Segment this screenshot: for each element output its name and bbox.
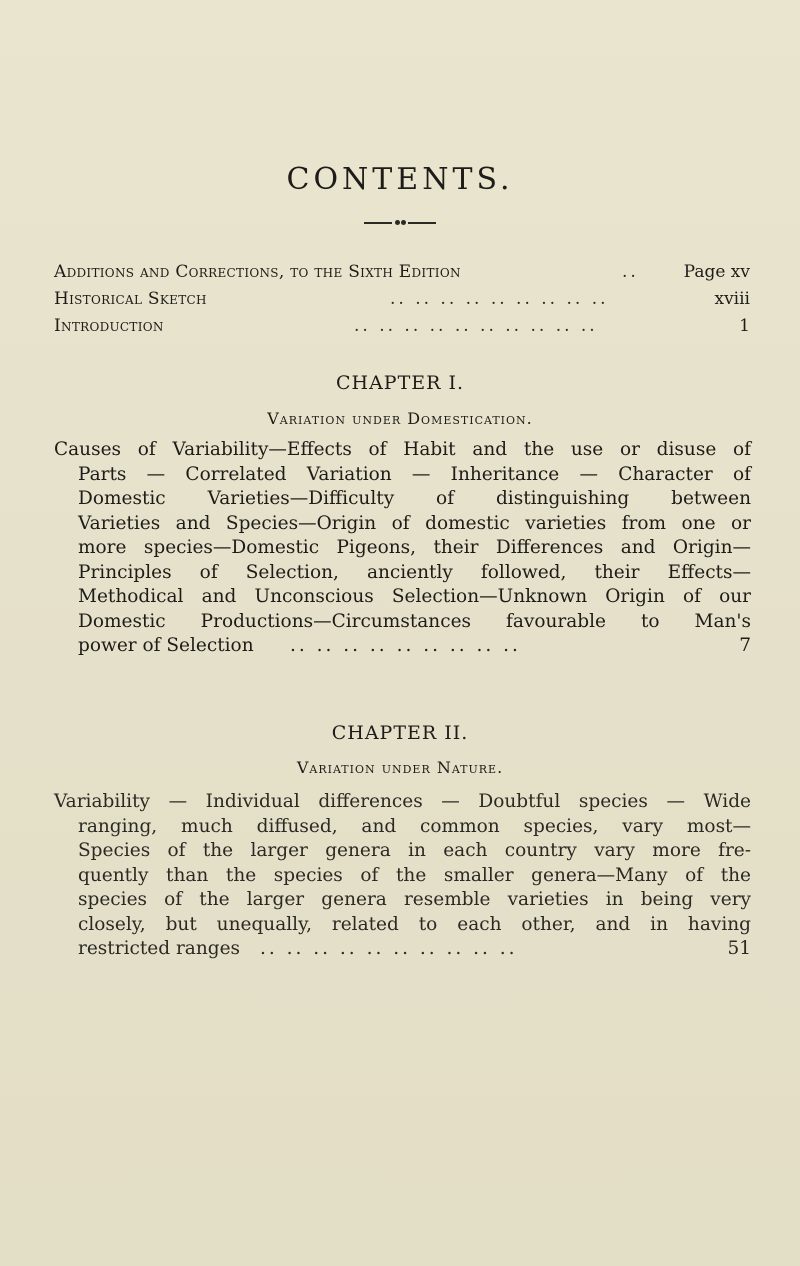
title-ornament xyxy=(364,220,436,226)
summary-last-line xyxy=(54,937,751,962)
summary-line: Causes of Variability—Effects of Habit and the use or disuse of xyxy=(54,439,751,460)
toc-page-number: 1 xyxy=(739,316,750,336)
toc-entry-label: Introduction xyxy=(54,316,164,336)
summary-line: quently than the species of the smaller genera—Many of the xyxy=(78,864,751,886)
summary-line: Domestic Productions—Circumstances favourable to Man's xyxy=(78,610,751,632)
dot-leader: .. .. .. .. .. .. .. .. .. .. xyxy=(260,938,518,959)
chapter-number: CHAPTER I. xyxy=(335,372,465,394)
summary-line: Principles of Selection, anciently followed, their Effects— xyxy=(78,561,751,583)
dot-leader: .. .. .. .. .. .. .. .. .. xyxy=(290,635,521,656)
summary-line: power of Selection xyxy=(78,635,254,656)
toc-entry-historical-sketch[interactable] xyxy=(54,286,750,312)
dot-leader: .. .. .. .. .. .. .. .. .. .. xyxy=(354,316,598,336)
chapter-number: CHAPTER II. xyxy=(331,722,469,744)
summary-line: restricted ranges xyxy=(78,938,241,959)
chapter-title: Variation under Domestication. xyxy=(267,409,533,428)
page-title: CONTENTS. xyxy=(286,162,514,197)
dot-leader: .. xyxy=(622,262,639,282)
toc-page-number: xviii xyxy=(714,289,750,309)
chapter-title: Variation under Nature. xyxy=(296,758,504,777)
chapter-summary[interactable] xyxy=(54,438,751,659)
summary-line: Species of the larger genera in each country vary more fre- xyxy=(78,840,751,861)
summary-line: species of the larger genera resemble varieties in being very xyxy=(78,889,751,910)
summary-line: Domestic Varieties—Difficulty of distinguishing between xyxy=(78,488,751,509)
toc-entry-label: Additions and Corrections, to the Sixth Edition xyxy=(54,262,461,282)
toc-entry-introduction[interactable] xyxy=(54,313,750,339)
summary-line: closely, but unequally, related to each other, and in having xyxy=(78,913,751,935)
toc-page-number: 7 xyxy=(739,635,751,656)
dot-leader: .. .. .. .. .. .. .. .. .. xyxy=(390,289,609,309)
toc-entry-label: Historical Sketch xyxy=(54,289,207,309)
summary-line: Variability — Individual differences — Doubtful species — Wide xyxy=(54,791,751,812)
toc-page-number: 51 xyxy=(727,938,751,959)
summary-line: ranging, much diffused, and common species, vary most— xyxy=(78,815,751,837)
summary-line: Varieties and Species—Origin of domestic varieties from one or xyxy=(78,512,751,534)
summary-line: more species—Domestic Pigeons, their Differences and Origin— xyxy=(78,537,751,558)
toc-page-number: Page xv xyxy=(683,262,750,282)
summary-last-line xyxy=(54,634,751,659)
chapter-summary[interactable] xyxy=(54,790,751,962)
summary-line: Parts — Correlated Variation — Inheritance — Character of xyxy=(78,463,751,485)
toc-entry-additions[interactable] xyxy=(54,259,750,285)
summary-line: Methodical and Unconscious Selection—Unknown Origin of our xyxy=(78,586,751,607)
